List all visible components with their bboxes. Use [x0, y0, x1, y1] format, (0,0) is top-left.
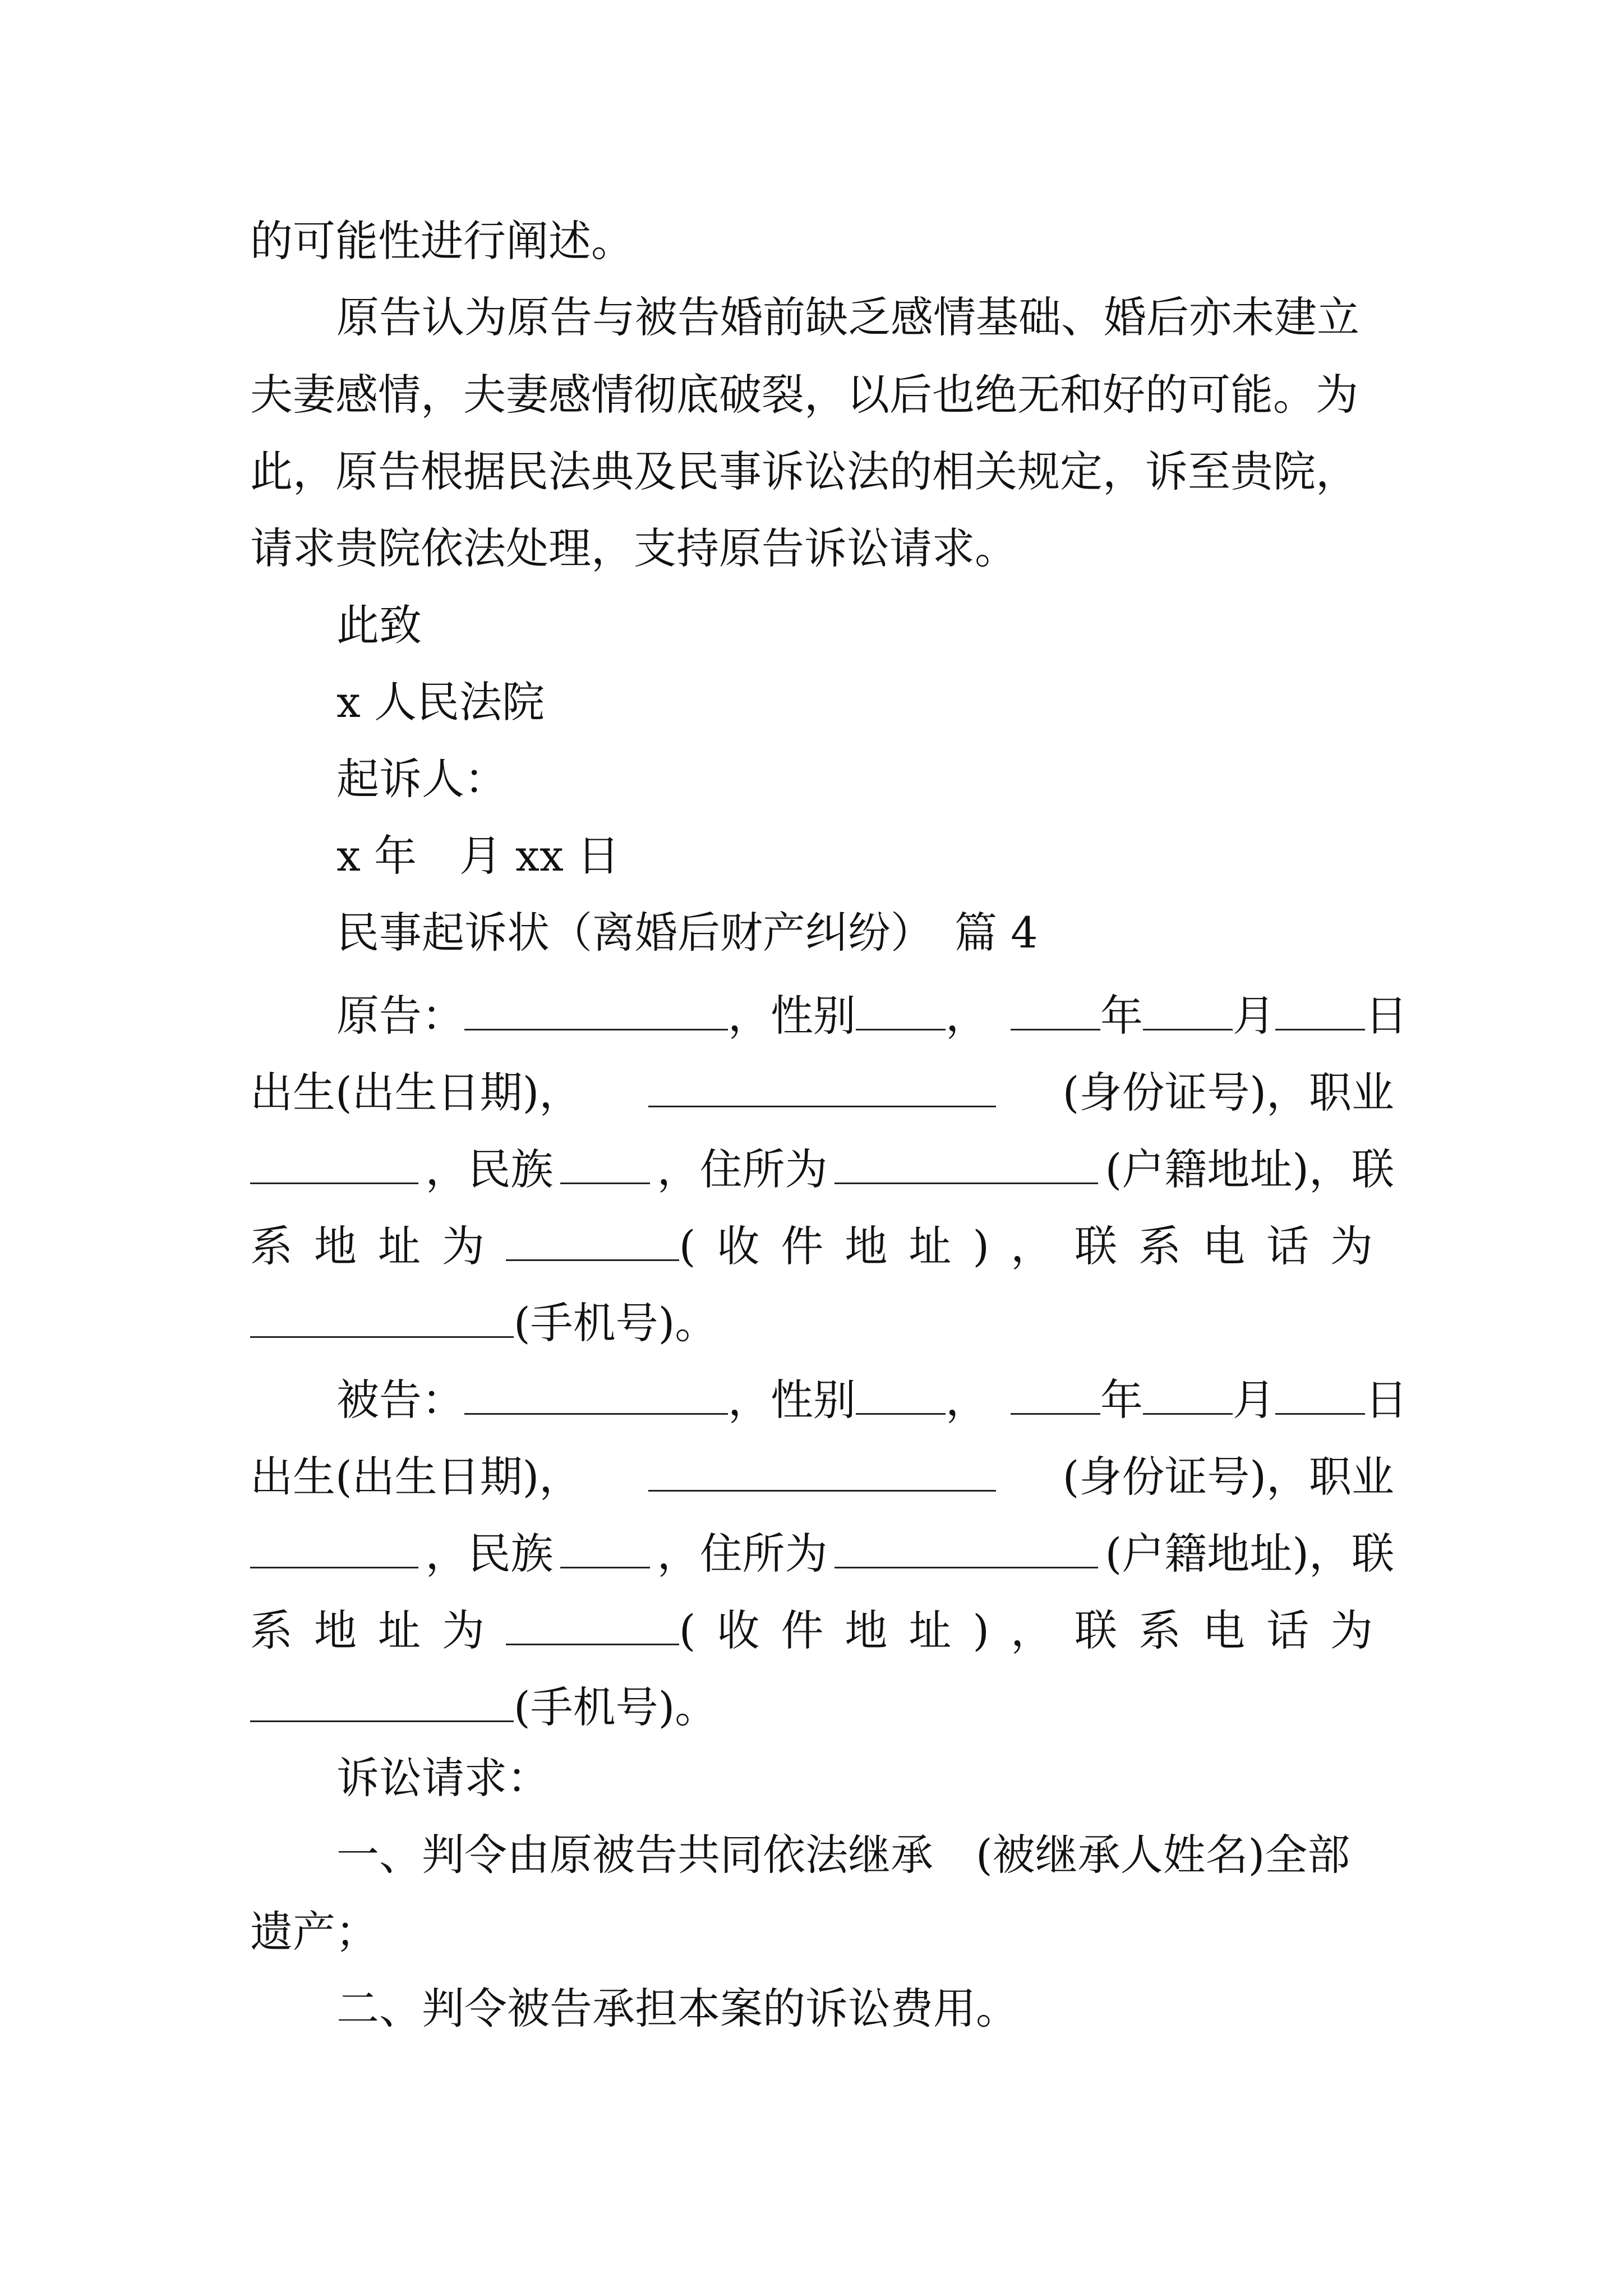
birth-blank	[648, 1065, 996, 1107]
label: (身份证号)，职业	[1062, 1452, 1394, 1502]
plaintiff-signature-line: 起诉人：	[336, 754, 507, 804]
claims-heading: 诉讼请求：	[336, 1753, 550, 1803]
defendant-line-2	[250, 1450, 1394, 1502]
ethnicity-blank	[560, 1526, 650, 1568]
occupation-blank	[250, 1142, 418, 1184]
paragraph-line: 请求贵院依法处理，支持原告诉讼请求。	[250, 523, 1017, 573]
residence-blank	[834, 1526, 1098, 1568]
label: (收件地址)，联系电话为	[679, 1221, 1394, 1272]
label: ，民族	[425, 1144, 554, 1195]
label: (手机号)。	[514, 1298, 718, 1349]
ethnicity-blank	[560, 1142, 650, 1184]
gender-blank	[856, 1373, 946, 1415]
month-blank	[1143, 988, 1233, 1030]
birth-blank	[648, 1450, 996, 1492]
label: (户籍地址)，联	[1105, 1144, 1394, 1195]
label: 被告：	[336, 1375, 464, 1425]
plaintiff-line-1	[336, 988, 1408, 1041]
label: (户籍地址)，联	[1105, 1529, 1394, 1579]
label: ，住所为	[657, 1529, 828, 1579]
defendant-line-1	[336, 1373, 1408, 1425]
claim-item-continuation: 遗产；	[250, 1907, 378, 1957]
paragraph-line: 的可能性进行阐述。	[250, 216, 634, 266]
label: 月	[1233, 1375, 1275, 1425]
address-blank	[506, 1603, 679, 1645]
plaintiff-line-2	[250, 1065, 1394, 1118]
label: 年	[1100, 991, 1143, 1041]
plaintiff-line-5	[250, 1296, 1394, 1349]
address-blank	[506, 1219, 679, 1261]
court-name-line: x 人民法院	[336, 677, 545, 727]
label: (收件地址)，联系电话为	[679, 1605, 1394, 1656]
defendant-line-5	[250, 1680, 1394, 1733]
label: (手机号)。	[514, 1682, 718, 1733]
phone-blank	[250, 1296, 514, 1338]
label: 出生(出生日期)，	[250, 1068, 582, 1118]
defendant-line-4	[250, 1603, 1394, 1656]
label: 系地址为	[250, 1221, 506, 1272]
label: ，民族	[425, 1529, 554, 1579]
day-blank	[1275, 988, 1365, 1030]
claim-item: 二、判令被告承担本案的诉讼费用。	[336, 1984, 1018, 2033]
label: ，性别	[728, 991, 856, 1041]
label: ，住所为	[657, 1144, 828, 1195]
phone-blank	[250, 1680, 514, 1722]
paragraph-line: 此，原告根据民法典及民事诉讼法的相关规定，诉至贵院，	[250, 447, 1358, 496]
year-blank	[1011, 1373, 1100, 1415]
occupation-blank	[250, 1526, 418, 1568]
date-line: x 年 月 xx 日	[336, 831, 620, 881]
name-blank	[464, 1373, 728, 1415]
paragraph-line: 夫妻感情，夫妻感情彻底破裂，以后也绝无和好的可能。为	[250, 370, 1358, 420]
label: ，	[946, 991, 988, 1041]
plaintiff-line-4	[250, 1219, 1394, 1272]
plaintiff-line-3	[250, 1142, 1394, 1195]
salutation-line: 此致	[336, 600, 422, 650]
label: 年	[1100, 1375, 1143, 1425]
label: 月	[1233, 991, 1275, 1041]
label: ，	[946, 1375, 988, 1425]
month-blank	[1143, 1373, 1233, 1415]
claim-item: 一、判令由原被告共同依法继承 (被继承人姓名)全部	[336, 1830, 1350, 1880]
section-heading: 民事起诉状（离婚后财产纠纷） 篇 4	[336, 908, 1038, 958]
label: (身份证号)，职业	[1062, 1068, 1394, 1118]
label: ，性别	[728, 1375, 856, 1425]
gender-blank	[856, 988, 946, 1030]
label: 日	[1365, 1375, 1408, 1425]
paragraph-line: 原告认为原告与被告婚前缺乏感情基础、婚后亦未建立	[336, 292, 1359, 342]
label: 系地址为	[250, 1605, 506, 1656]
year-blank	[1011, 988, 1100, 1030]
name-blank	[464, 988, 728, 1030]
day-blank	[1275, 1373, 1365, 1415]
label: 出生(出生日期)，	[250, 1452, 582, 1502]
residence-blank	[834, 1142, 1098, 1184]
defendant-line-3	[250, 1526, 1394, 1579]
label: 原告：	[336, 991, 464, 1041]
label: 日	[1365, 991, 1408, 1041]
